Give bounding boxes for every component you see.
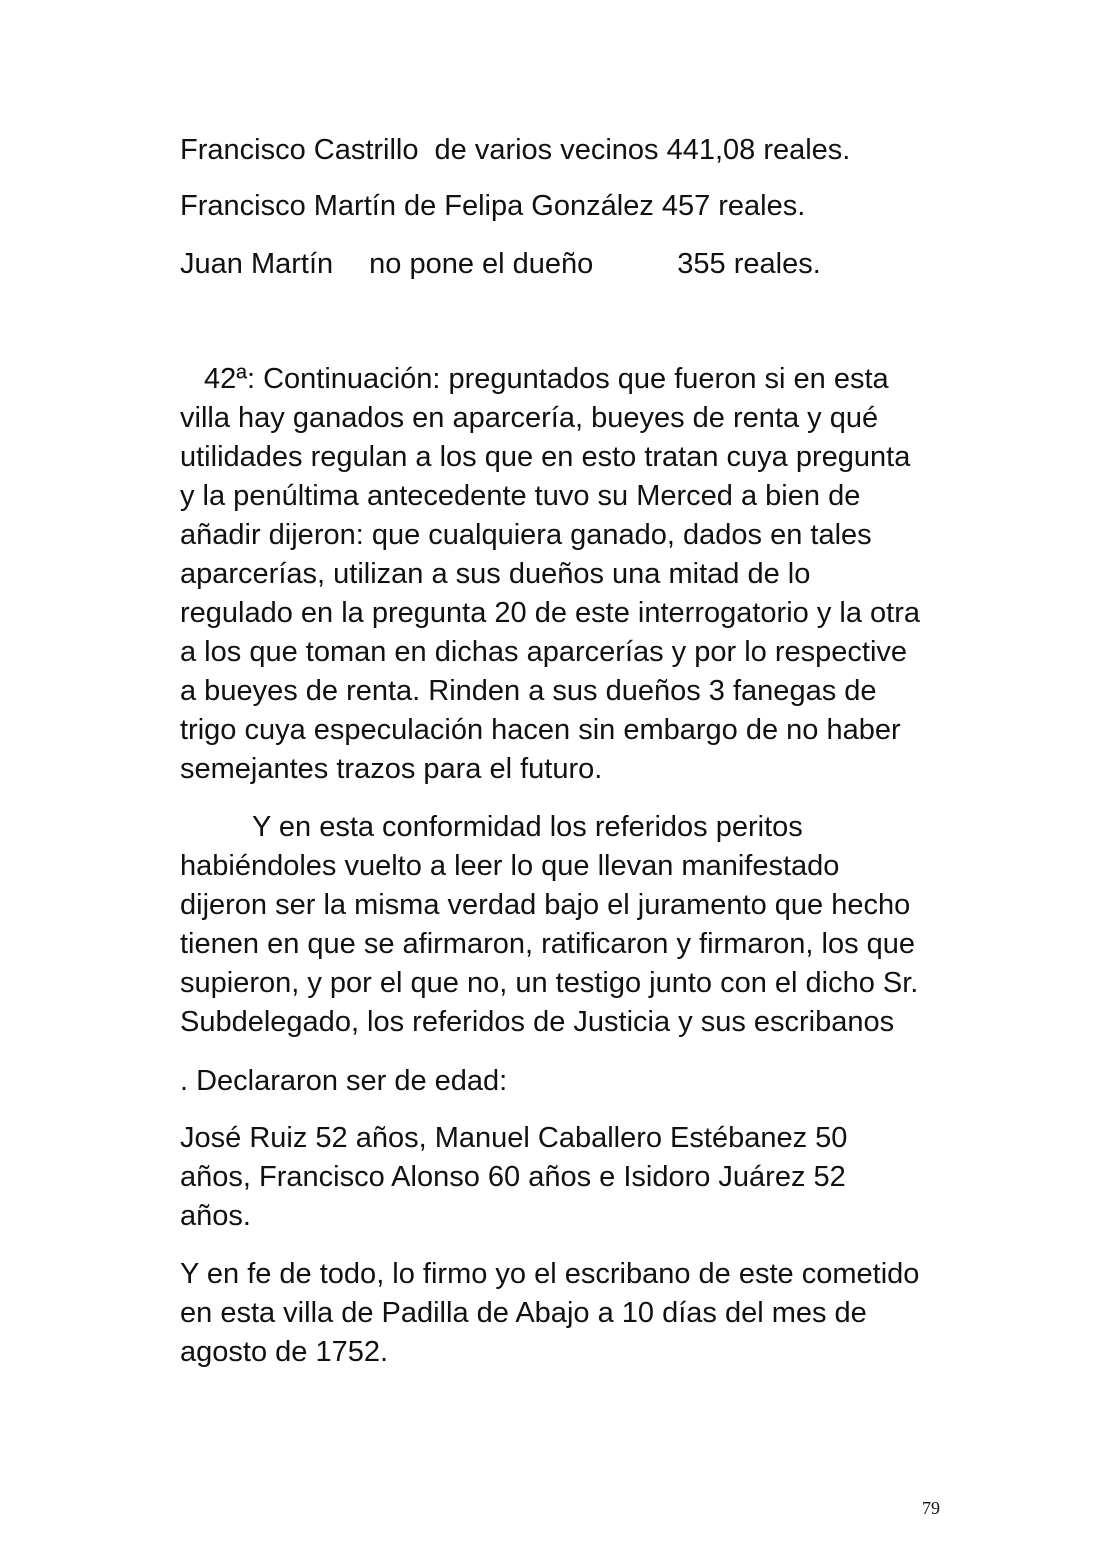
entry-owner: no pone el dueño xyxy=(369,248,594,280)
text-line: tienen en que se afirmaron, ratificaron y firmaron, los que xyxy=(180,928,916,960)
text-line: habiéndoles vuelto a leer lo que llevan manifestado xyxy=(180,850,840,882)
text-line: Y en fe de todo, lo firmo yo el escribano de este cometido xyxy=(180,1258,920,1290)
entry-amount: 355 reales. xyxy=(677,248,821,280)
text-line: José Ruiz 52 años, Manuel Caballero Estébanez 50 xyxy=(180,1122,848,1154)
entry-name: Francisco Martín xyxy=(180,190,396,222)
entry-name: Francisco Castrillo xyxy=(180,134,419,166)
text-line: años, Francisco Alonso 60 años e Isidoro Juárez 52 xyxy=(180,1161,846,1193)
text-line: semejantes trazos para el futuro. xyxy=(180,753,603,785)
paragraph-conformidad xyxy=(180,808,940,1042)
text-line: en esta villa de Padilla de Abajo a 10 días del mes de xyxy=(180,1297,867,1329)
text-line: supieron, y por el que no, un testigo junto con el dicho Sr. xyxy=(180,967,919,999)
entry-amount: 457 reales. xyxy=(661,190,806,222)
entry-owner: de varios vecinos xyxy=(434,134,659,166)
text-line: Subdelegado, los referidos de Justicia y sus escribanos xyxy=(180,1006,895,1038)
text-line: regulado en la pregunta 20 de este interrogatorio y la otra xyxy=(180,597,920,629)
text-line: 42ª: Continuación: preguntados que fueron si en esta xyxy=(204,363,889,395)
paragraph-42 xyxy=(180,360,940,789)
text-line: a bueyes de renta. Rinden a sus dueños 3 fanegas de xyxy=(180,675,877,707)
text-line: y la penúltima antecedente tuvo su Merced a bien de xyxy=(180,480,861,512)
ages-paragraph xyxy=(180,1119,940,1236)
text-line: aparcerías, utilizan a sus dueños una mitad de lo xyxy=(180,558,811,590)
entry-line xyxy=(180,131,850,170)
text-line: dijeron ser la misma verdad bajo el juramento que hecho xyxy=(180,889,911,921)
page-number: 79 xyxy=(922,1498,940,1518)
text-line: Y en esta conformidad los referidos peritos xyxy=(252,811,803,843)
text-line: agosto de 1752. xyxy=(180,1336,389,1368)
entry-name: Juan Martín xyxy=(180,248,334,280)
text-line: utilidades regulan a los que en esto tratan cuya pregunta xyxy=(180,441,911,473)
closing-paragraph xyxy=(180,1255,940,1372)
entry-owner: de Felipa González xyxy=(403,190,654,222)
entry-amount: 441,08 reales. xyxy=(666,134,851,166)
text-line: villa hay ganados en aparcería, bueyes de renta y qué xyxy=(180,402,879,434)
entry-line xyxy=(180,245,821,284)
text-line: años. xyxy=(180,1200,251,1232)
text-line: añadir dijeron: que cualquiera ganado, dados en tales xyxy=(180,519,872,551)
declaration-line: . Declararon ser de edad: xyxy=(180,1065,508,1097)
text-line: trigo cuya especulación hacen sin embargo de no haber xyxy=(180,714,901,746)
entry-line xyxy=(180,187,805,226)
text-line: a los que toman en dichas aparcerías y por lo respective xyxy=(180,636,908,668)
